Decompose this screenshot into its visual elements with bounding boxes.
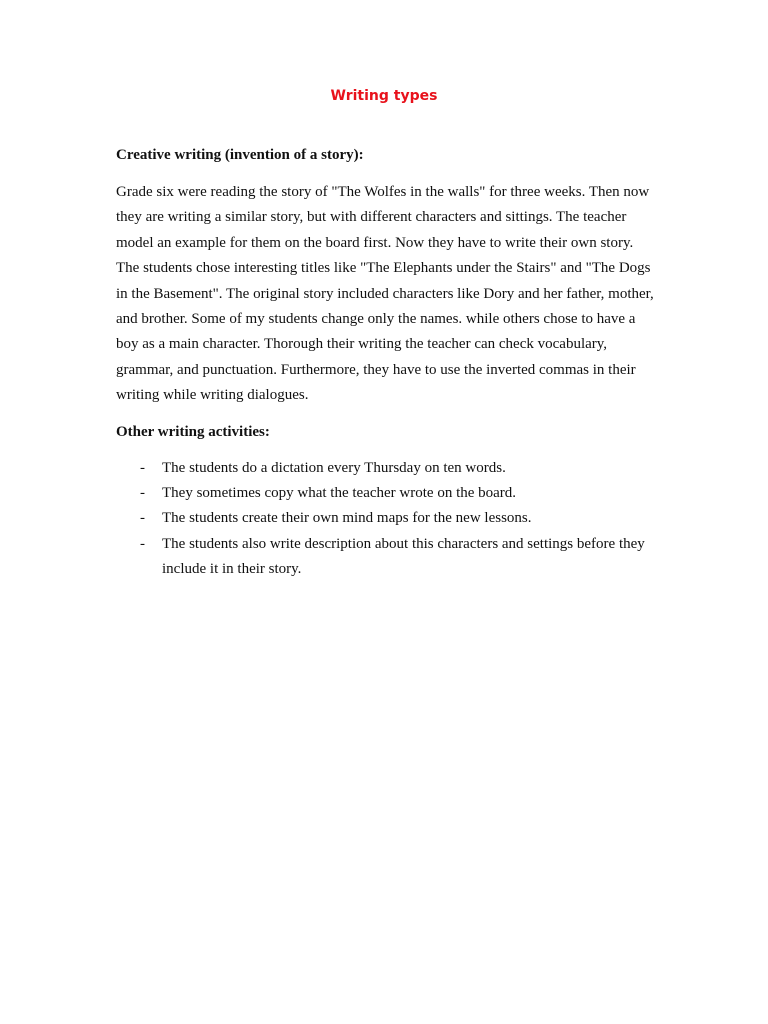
list-item: [116, 506, 656, 531]
activities-list: [116, 456, 656, 583]
list-item-text: The students do a dictation every Thursday on ten words.: [162, 459, 506, 476]
list-item: [116, 481, 656, 506]
list-item: [116, 532, 656, 583]
dash-bullet-icon: -: [140, 510, 145, 527]
list-item-text: The students also write description about this characters and settings before they include it in their story.: [162, 535, 645, 578]
list-item-text: They sometimes copy what the teacher wrote on the board.: [162, 485, 517, 502]
document-title: Writing types: [330, 88, 438, 104]
document-body: [116, 145, 656, 583]
list-item-text: The students create their own mind maps for the new lessons.: [162, 510, 532, 527]
dash-bullet-icon: -: [140, 535, 145, 552]
dash-bullet-icon: -: [140, 485, 145, 502]
list-item: [116, 456, 656, 481]
section-heading-creative-writing: Creative writing (invention of a story):: [116, 147, 364, 163]
creative-writing-paragraph: Grade six were reading the story of "The Wolfes in the walls" for three weeks. Then now they are writing a similar story, but with different characters and sittings. The teacher model an example for them on the board first. Now they have to write their own story. The students chose interesting titles like "The Elephants under the Stairs" and "The Dogs in the Basement". The original story included characters like Dory and her father, mother, and brother. Some of my students change only the names. while others chose to have a boy as a main character. Thorough their writing the teacher can check vocabulary, grammar, and punctuation. Furthermore, they have to use the inverted commas in their writing while writing dialogues.: [116, 184, 654, 404]
dash-bullet-icon: -: [140, 459, 145, 476]
section-heading-other-activities: Other writing activities:: [116, 423, 270, 440]
